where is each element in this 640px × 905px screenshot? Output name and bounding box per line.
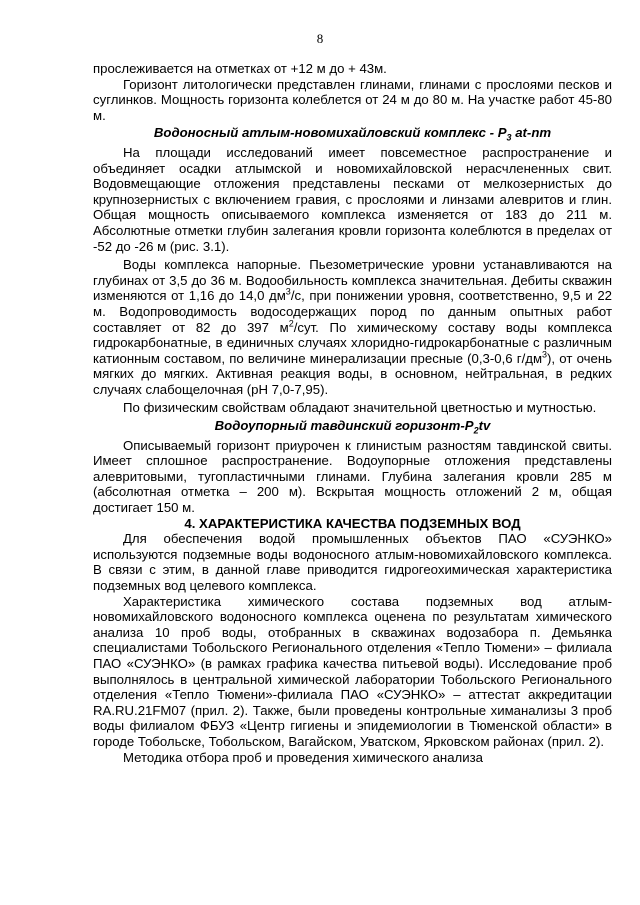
- text-segment: /сут. По химическому составу воды комплекса гидрокарбонатные, в единичных случаях хлоридно-гидрокарбонатные с различным катионным составом, по величине минерализации пресные (0,3-0,6 г/дм: [93, 319, 612, 366]
- section-heading-water-quality: 4. ХАРАКТЕРИСТИКА КАЧЕСТВА ПОДЗЕМНЫХ ВОД: [184, 515, 521, 531]
- document-body: [93, 61, 612, 765]
- paragraph-water-supply: Для обеспечения водой промышленных объектов ПАО «СУЭНКО» используются подземные воды водоносного атлым-новомихайловского комплекса. В связи с этим, в данной главе приводится гидрогеохимическая характеристика подземных вод целевого комплекса.: [93, 531, 612, 593]
- paragraph-chemical-characteristics: Характеристика химического состава подземных вод атлым-новомихайловского водоносного комплекса оценена по результатам химического анализа 10 проб воды, отобранных в скважинах водозабора п. Демьянка специалистами Тобольского Регионального отделения «Тепло Тюмени» – филиала ПАО «СУЭНКО» (в рамках графика качества питьевой воды). Исследование проб выполнялось в центральной химической лаборатории Тобольского Регионального отделения «Тепло Тюмени»-филиала ПАО «СУЭНКО» – аттестат аккредитации RA.RU.21FM07 (прил. 2). Также, были проведены контрольные химанализы 3 проб воды филиалом ФБУЗ «Центр гигиены и эпидемиологии в Тюменской области» в городе Тобольске, Тобольском, Вагайском, Уватском, Ярковском районах (прил. 2).: [93, 593, 612, 749]
- superscript: 2: [288, 318, 294, 329]
- text-segment: /с, при понижении уровня, соответственно, 9,5 и 22 м. Водопроводимость водосодержащих пород по данным опытных работ составляет от 82 до 397 м: [93, 288, 612, 335]
- heading-atlym-main: Водоносный атлым-новомихайловский комплекс - Р: [153, 125, 507, 141]
- heading-tavda-subscript: 2: [473, 425, 479, 436]
- text-segment: ), от очень мягких до мягких. Активная реакция воды, в основном, нейтральная, в редких случаях слабощелочная (рН 7,0-7,95).: [93, 350, 612, 397]
- superscript: 3: [542, 349, 548, 360]
- paragraph-distribution: На площади исследований имеет повсеместное распространение и объединяет осадки атлымской и новомихайловской нерасчлененных свит. Водовмещающие отложения представлены песками от мелкозернистых до крупнозернистых с включением гравия, с прослоями и линзами алевритов и глин. Общая мощность описываемого комплекса изменяется от 183 до 211 м. Абсолютные отметки глубин залегания кровли горизонта колеблются в пределах от -52 до -26 м (рис. 3.1).: [93, 144, 612, 254]
- paragraph-pressure-waters: [93, 257, 612, 397]
- heading-atlym-complex: [93, 125, 612, 144]
- heading-atlym-tail: at-nm: [511, 125, 552, 141]
- paragraph-methodology: Методика отбора проб и проведения химического анализа: [123, 749, 483, 765]
- superscript: 3: [285, 286, 291, 297]
- heading-tavda-horizon: [93, 418, 612, 434]
- paragraph-horizon-lithology: Горизонт литологически представлен глинами, глинами с прослоями песков и суглинков. Мощность горизонта колеблется от 24 м до 80 м. На участке работ 45-80 м.: [93, 76, 612, 123]
- page-number: 8: [316, 31, 324, 46]
- paragraph-tavda-description: Описываемый горизонт приурочен к глинистым разностям тавдинской свиты. Имеет сплошное распространение. Водоупорные отложения представлены алевритовыми, тугопластичными глинами. Глубина залегания кровли 285 м (абсолютная отметка – 200 м). Вскрытая мощность отложений 2 м, общая достигает 150 м.: [93, 437, 612, 516]
- text-segment: Воды комплекса напорные. Пьезометрические уровни устанавливаются на глубинах от 3,5 до 36 м. Водообильность комплекса значительная. Дебиты скважин изменяются от 1,16 до 14,0 дм: [93, 257, 612, 304]
- paragraph-continuation: прослеживается на отметках от +12 м до + 43м.: [93, 61, 387, 76]
- paragraph-physical-properties: По физическим свойствам обладают значительной цветностью и мутностью.: [123, 400, 597, 416]
- heading-tavda-tail: tv: [478, 418, 491, 434]
- heading-tavda-main: Водоупорный тавдинский горизонт-Р: [214, 418, 474, 434]
- heading-atlym-subscript: 3: [506, 133, 512, 144]
